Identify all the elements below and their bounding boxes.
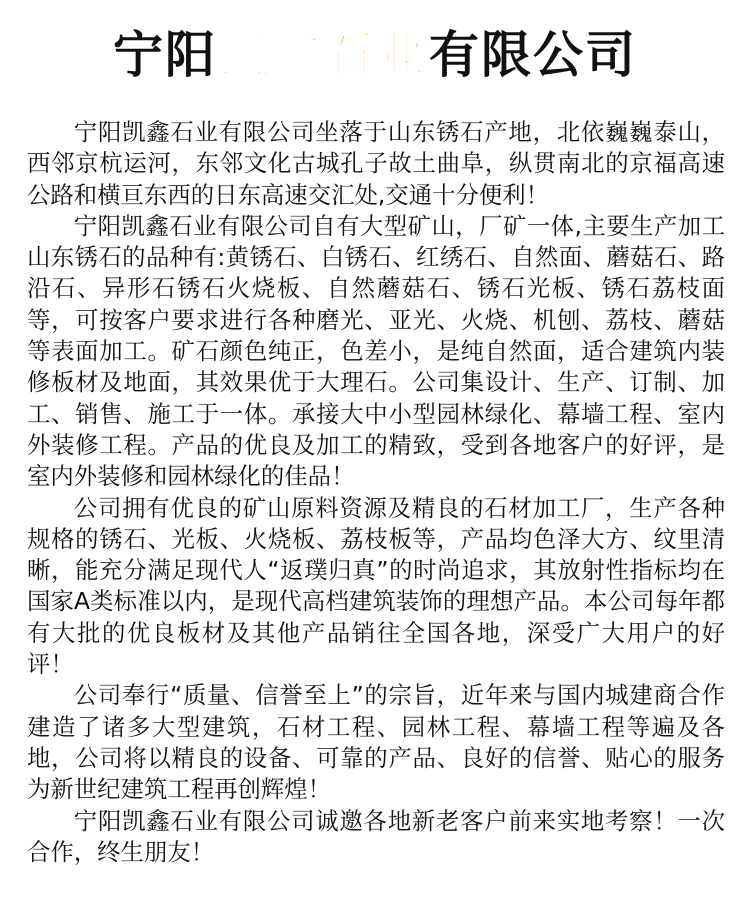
paragraph-location: 宁阳凯鑫石业有限公司坐落于山东锈石产地，北依巍巍泰山，西邻京杭运河，东邻文化古城孔子故土曲阜，纵贯南北的京福高速公路和横亘东西的日东高速交汇处,交通十分便利！ [27, 118, 725, 209]
paragraph-resources: 公司拥有优良的矿山原料资源及精良的石材加工厂，生产各种规格的锈石、光板、火烧板、荔枝板等，产品均色泽大方、纹里清晰，能充分满足现代人“返璞归真”的时尚追求，其放射性指标均在国家A类标准以内，是现代高档建筑装饰的理想产品。本公司每年都有大批的优良板材及其他产品销往全国各地，深受广大用户的好评！ [27, 493, 725, 679]
company-title [113, 25, 637, 85]
paragraph-philosophy: 公司奉行“质量、信誉至上”的宗旨，近年来与国内城建商合作建造了诸多大型建筑，石材工程、园林工程、幕墙工程等遍及各地，公司将以精良的设备、可靠的产品、良好的信誉、贴心的服务为新世纪建筑工程再创辉煌！ [27, 681, 725, 804]
paragraph-products: 宁阳凯鑫石业有限公司自有大型矿山，厂矿一体,主要生产加工山东锈石的品种有:黄锈石、白锈石、红绣石、自然面、蘑菇石、路沿石、异形石锈石火烧板、自然蘑菇石、锈石光板、锈石荔枝面等，可按客户要求进行各种磨光、亚光、火烧、机刨、荔枝、蘑菇等表面加工。矿石颜色纯正，色差小，是纯自然面，适合建筑内装修板材及地面，其效果优于大理石。公司集设计、生产、订制、加工、销售、施工于一体。承接大中小型园林绿化、幕墙工程、室内外装修工程。产品的优良及加工的精致，受到各地客户的好评，是室内外装修和园林绿化的佳品！ [27, 211, 725, 491]
title-part-2: 有限公司 [429, 26, 637, 84]
title-highlight: 凯鑫石业 [219, 26, 427, 84]
paragraph-invitation: 宁阳凯鑫石业有限公司诚邀各地新老客户前来实地考察！一次合作，终生朋友！ [27, 806, 725, 866]
title-part-1: 宁阳 [113, 26, 217, 84]
header [0, 0, 750, 110]
company-introduction [27, 117, 725, 868]
